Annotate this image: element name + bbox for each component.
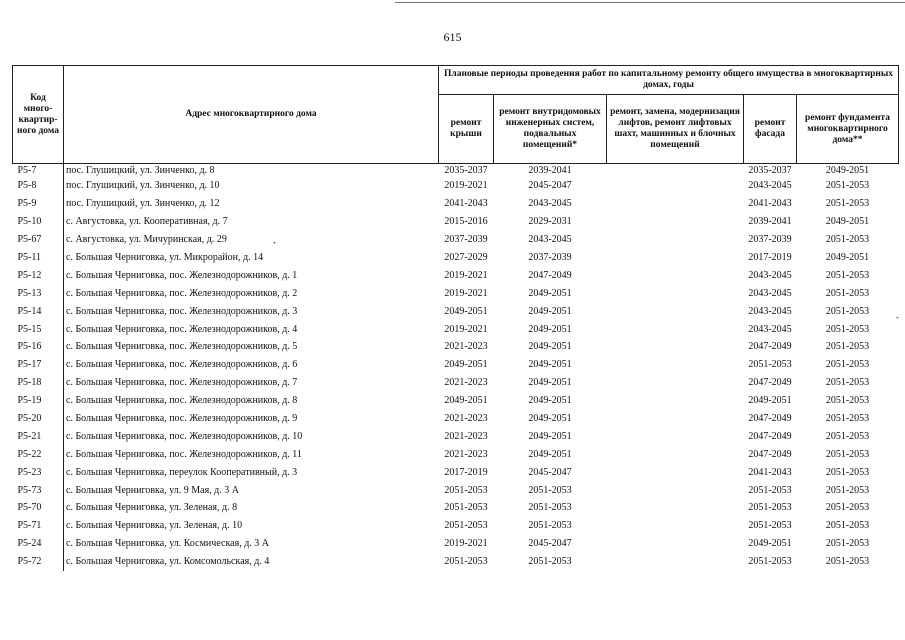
cell-facade: 2051-2053	[748, 359, 792, 371]
cell-foundation: 2049-2051	[825, 252, 870, 263]
cell-address: с. Августовка, ул. Мичуринская, д. 29	[66, 234, 227, 246]
cell-engineering: 2049-2051	[528, 341, 572, 353]
cell-elevators	[607, 392, 744, 410]
cell-facade: 2051-2053	[748, 484, 792, 496]
cell-engineering: 2049-2051	[528, 323, 572, 335]
table-row	[13, 427, 899, 445]
cell-address: с. Большая Черниговка, пос. Железнодорожников, д. 10	[66, 430, 303, 442]
cell-roof: 2027-2029	[444, 252, 488, 263]
cell-engineering: 2045-2047	[528, 466, 572, 478]
cell-elevators	[607, 249, 744, 267]
cell-foundation: 2049-2051	[825, 216, 870, 228]
header-address: Адрес многоквартирного дома	[64, 66, 439, 164]
cell-roof: 2051-2053	[444, 484, 488, 496]
cell-facade: 2017-2019	[748, 252, 792, 263]
table-row	[13, 249, 899, 267]
cell-address: с. Большая Черниговка, ул. Микрорайон, д. 14	[66, 252, 264, 263]
cell-facade: 2041-2043	[748, 466, 792, 478]
table-row	[13, 195, 899, 213]
cell-facade: 2051-2053	[748, 502, 792, 514]
cell-facade: 2035-2037	[748, 165, 792, 176]
cell-elevators	[607, 177, 744, 195]
cell-address: с. Большая Черниговка, переулок Кооперативный, д. 3	[66, 466, 298, 478]
cell-facade: 2047-2049	[748, 341, 792, 353]
cell-address: с. Большая Черниговка, ул. Космическая, д. 3 А	[66, 538, 269, 550]
cell-engineering: 2049-2051	[528, 413, 572, 425]
cell-foundation: 2051-2053	[825, 180, 870, 192]
cell-elevators	[607, 302, 744, 320]
header-facade: ремонт фасада	[744, 95, 797, 164]
cell-roof: 2041-2043	[444, 198, 488, 210]
cell-elevators	[607, 266, 744, 284]
cell-elevators	[607, 284, 744, 302]
cell-elevators	[607, 553, 744, 571]
cell-roof: 2021-2023	[444, 448, 488, 460]
cell-elevators	[607, 195, 744, 213]
cell-foundation: 2051-2053	[825, 556, 870, 568]
cell-code: Р5-70	[13, 499, 64, 517]
cell-elevators	[607, 535, 744, 553]
cell-code: Р5-13	[13, 284, 64, 302]
cell-facade: 2051-2053	[748, 520, 792, 532]
cell-roof: 2051-2053	[444, 556, 488, 568]
cell-engineering: 2051-2053	[528, 520, 572, 532]
cell-elevators	[607, 445, 744, 463]
top-edge-line	[395, 2, 905, 3]
header-foundation: ремонт фундамента многоквартирного дома**	[797, 95, 899, 164]
cell-code: Р5-72	[13, 553, 64, 571]
table-row	[13, 392, 899, 410]
header-elevators: ремонт, замена, модернизация лифтов, ремонт лифтовых шахт, машинных и блочных помещений	[607, 95, 744, 164]
cell-code: Р5-21	[13, 427, 64, 445]
cell-elevators	[607, 231, 744, 249]
cell-engineering: 2049-2051	[528, 377, 572, 389]
cell-facade: 2049-2051	[748, 538, 792, 550]
table-row	[13, 164, 899, 178]
cell-engineering: 2049-2051	[528, 448, 572, 460]
cell-foundation: 2051-2053	[825, 341, 870, 353]
cell-address: с. Большая Черниговка, пос. Железнодорожников, д. 5	[66, 341, 298, 353]
cell-roof: 2051-2053	[444, 502, 488, 514]
table-header	[13, 66, 899, 164]
table-row	[13, 266, 899, 284]
cell-address: пос. Глушицкий, ул. Зинченко, д. 12	[66, 198, 220, 210]
cell-roof: 2015-2016	[444, 216, 488, 228]
cell-roof: 2021-2023	[444, 430, 488, 442]
cell-facade: 2051-2053	[748, 556, 792, 568]
cell-engineering: 2029-2031	[528, 216, 572, 228]
cell-facade: 2037-2039	[748, 234, 792, 246]
cell-address: пос. Глушицкий, ул. Зинченко, д. 8	[66, 165, 215, 176]
cell-roof: 2019-2021	[444, 323, 488, 335]
cell-engineering: 2049-2051	[528, 305, 572, 317]
cell-engineering: 2047-2049	[528, 269, 572, 281]
cell-foundation: 2051-2053	[825, 359, 870, 371]
cell-code: Р5-7	[13, 164, 64, 178]
cell-roof: 2019-2021	[444, 269, 488, 281]
cell-facade: 2043-2045	[748, 287, 792, 299]
cell-foundation: 2051-2053	[825, 198, 870, 210]
header-roof: ремонт крыши	[439, 95, 494, 164]
cell-elevators	[607, 517, 744, 535]
table-row	[13, 284, 899, 302]
cell-facade: 2043-2045	[748, 305, 792, 317]
header-planned-periods: Плановые периоды проведения работ по капитальному ремонту общего имущества в многоквартирных домах, годы	[439, 66, 899, 95]
table-row	[13, 320, 899, 338]
cell-address: с. Большая Черниговка, ул. 9 Мая, д. 3 А	[66, 484, 239, 496]
cell-roof: 2021-2023	[444, 341, 488, 353]
cell-engineering: 2043-2045	[528, 234, 572, 246]
cell-foundation: 2051-2053	[825, 448, 870, 460]
cell-address: с. Большая Черниговка, ул. Зеленая, д. 10	[66, 520, 243, 532]
cell-elevators	[607, 427, 744, 445]
cell-address: с. Большая Черниговка, пос. Железнодорожников, д. 7	[66, 377, 298, 389]
cell-code: Р5-17	[13, 356, 64, 374]
cell-address: с. Большая Черниговка, пос. Железнодорожников, д. 1	[66, 269, 298, 281]
cell-roof: 2037-2039	[444, 234, 488, 246]
table-row	[13, 535, 899, 553]
cell-facade: 2047-2049	[748, 430, 792, 442]
cell-facade: 2047-2049	[748, 448, 792, 460]
cell-elevators	[607, 164, 744, 178]
cell-foundation: 2049-2051	[825, 165, 870, 176]
cell-engineering: 2045-2047	[528, 180, 572, 192]
table-row	[13, 410, 899, 428]
margin-dash: -	[896, 312, 899, 322]
cell-roof: 2019-2021	[444, 287, 488, 299]
cell-code: Р5-20	[13, 410, 64, 428]
cell-elevators	[607, 463, 744, 481]
cell-code: Р5-8	[13, 177, 64, 195]
cell-roof: 2021-2023	[444, 413, 488, 425]
cell-facade: 2047-2049	[748, 377, 792, 389]
cell-code: Р5-15	[13, 320, 64, 338]
cell-address: с. Большая Черниговка, пос. Железнодорожников, д. 2	[66, 287, 298, 299]
cell-elevators	[607, 481, 744, 499]
table-row	[13, 231, 899, 249]
cell-facade: 2047-2049	[748, 413, 792, 425]
cell-facade: 2049-2051	[748, 395, 792, 407]
cell-foundation: 2051-2053	[825, 287, 870, 299]
cell-roof: 2051-2053	[444, 520, 488, 532]
cell-foundation: 2051-2053	[825, 377, 870, 389]
cell-address: с. Большая Черниговка, пос. Железнодорожников, д. 3	[66, 305, 298, 317]
cell-address: с. Большая Черниговка, ул. Зеленая, д. 8	[66, 502, 238, 514]
cell-roof: 2049-2051	[444, 395, 488, 407]
cell-elevators	[607, 320, 744, 338]
stray-dot: ・	[270, 238, 280, 248]
table-row	[13, 481, 899, 499]
table-row	[13, 445, 899, 463]
cell-address: с. Большая Черниговка, пос. Железнодорожников, д. 9	[66, 413, 298, 425]
cell-foundation: 2051-2053	[825, 502, 870, 514]
cell-engineering: 2049-2051	[528, 287, 572, 299]
table-row	[13, 213, 899, 231]
cell-facade: 2039-2041	[748, 216, 792, 228]
cell-code: Р5-12	[13, 266, 64, 284]
cell-elevators	[607, 213, 744, 231]
cell-address: с. Августовка, ул. Кооперативная, д. 7	[66, 216, 228, 228]
cell-code: Р5-19	[13, 392, 64, 410]
cell-elevators	[607, 374, 744, 392]
cell-code: Р5-11	[13, 249, 64, 267]
cell-engineering: 2049-2051	[528, 359, 572, 371]
cell-foundation: 2051-2053	[825, 430, 870, 442]
cell-address: с. Большая Черниговка, пос. Железнодорожников, д. 6	[66, 359, 298, 371]
cell-foundation: 2051-2053	[825, 395, 870, 407]
cell-address: с. Большая Черниговка, ул. Комсомольская, д. 4	[66, 556, 270, 568]
cell-facade: 2043-2045	[748, 269, 792, 281]
cell-elevators	[607, 356, 744, 374]
cell-foundation: 2051-2053	[825, 538, 870, 550]
cell-foundation: 2051-2053	[825, 484, 870, 496]
table-row	[13, 302, 899, 320]
cell-foundation: 2051-2053	[825, 466, 870, 478]
cell-address: с. Большая Черниговка, пос. Железнодорожников, д. 8	[66, 395, 298, 407]
table-row	[13, 463, 899, 481]
cell-engineering: 2051-2053	[528, 484, 572, 496]
cell-foundation: 2051-2053	[825, 234, 870, 246]
cell-foundation: 2051-2053	[825, 323, 870, 335]
cell-code: Р5-10	[13, 213, 64, 231]
cell-engineering: 2043-2045	[528, 198, 572, 210]
cell-roof: 2049-2051	[444, 359, 488, 371]
cell-facade: 2041-2043	[748, 198, 792, 210]
page-number: 615	[443, 30, 462, 44]
cell-foundation: 2051-2053	[825, 305, 870, 317]
cell-code: Р5-71	[13, 517, 64, 535]
cell-facade: 2043-2045	[748, 323, 792, 335]
cell-code: Р5-9	[13, 195, 64, 213]
cell-code: Р5-73	[13, 481, 64, 499]
repair-schedule-table	[12, 65, 899, 571]
cell-engineering: 2051-2053	[528, 502, 572, 514]
cell-elevators	[607, 410, 744, 428]
cell-address: с. Большая Черниговка, пос. Железнодорожников, д. 4	[66, 323, 298, 335]
cell-roof: 2021-2023	[444, 377, 488, 389]
table-row	[13, 517, 899, 535]
cell-roof: 2049-2051	[444, 305, 488, 317]
cell-address: с. Большая Черниговка, пос. Железнодорожников, д. 11	[66, 448, 302, 460]
table-row	[13, 374, 899, 392]
cell-engineering: 2045-2047	[528, 538, 572, 550]
cell-code: Р5-67	[13, 231, 64, 249]
cell-roof: 2019-2021	[444, 538, 488, 550]
cell-engineering: 2049-2051	[528, 430, 572, 442]
cell-roof: 2035-2037	[444, 165, 488, 176]
cell-code: Р5-16	[13, 338, 64, 356]
cell-address: пос. Глушицкий, ул. Зинченко, д. 10	[66, 180, 220, 192]
table-row	[13, 177, 899, 195]
cell-code: Р5-22	[13, 445, 64, 463]
header-engineering: ремонт внутридомовых инженерных систем, подвальных помещений*	[494, 95, 607, 164]
cell-facade: 2043-2045	[748, 180, 792, 192]
cell-foundation: 2051-2053	[825, 269, 870, 281]
cell-engineering: 2049-2051	[528, 395, 572, 407]
cell-engineering: 2039-2041	[528, 165, 572, 176]
table-row	[13, 499, 899, 517]
cell-engineering: 2037-2039	[528, 252, 572, 263]
header-code: Код много-квартир-ного дома	[13, 66, 64, 164]
cell-code: Р5-14	[13, 302, 64, 320]
table-body	[13, 164, 899, 571]
cell-code: Р5-24	[13, 535, 64, 553]
cell-foundation: 2051-2053	[825, 520, 870, 532]
cell-elevators	[607, 338, 744, 356]
cell-engineering: 2051-2053	[528, 556, 572, 568]
cell-code: Р5-23	[13, 463, 64, 481]
table-row	[13, 338, 899, 356]
table-row	[13, 356, 899, 374]
cell-roof: 2017-2019	[444, 466, 488, 478]
cell-foundation: 2051-2053	[825, 413, 870, 425]
cell-code: Р5-18	[13, 374, 64, 392]
table-row	[13, 553, 899, 571]
cell-elevators	[607, 499, 744, 517]
cell-roof: 2019-2021	[444, 180, 488, 192]
